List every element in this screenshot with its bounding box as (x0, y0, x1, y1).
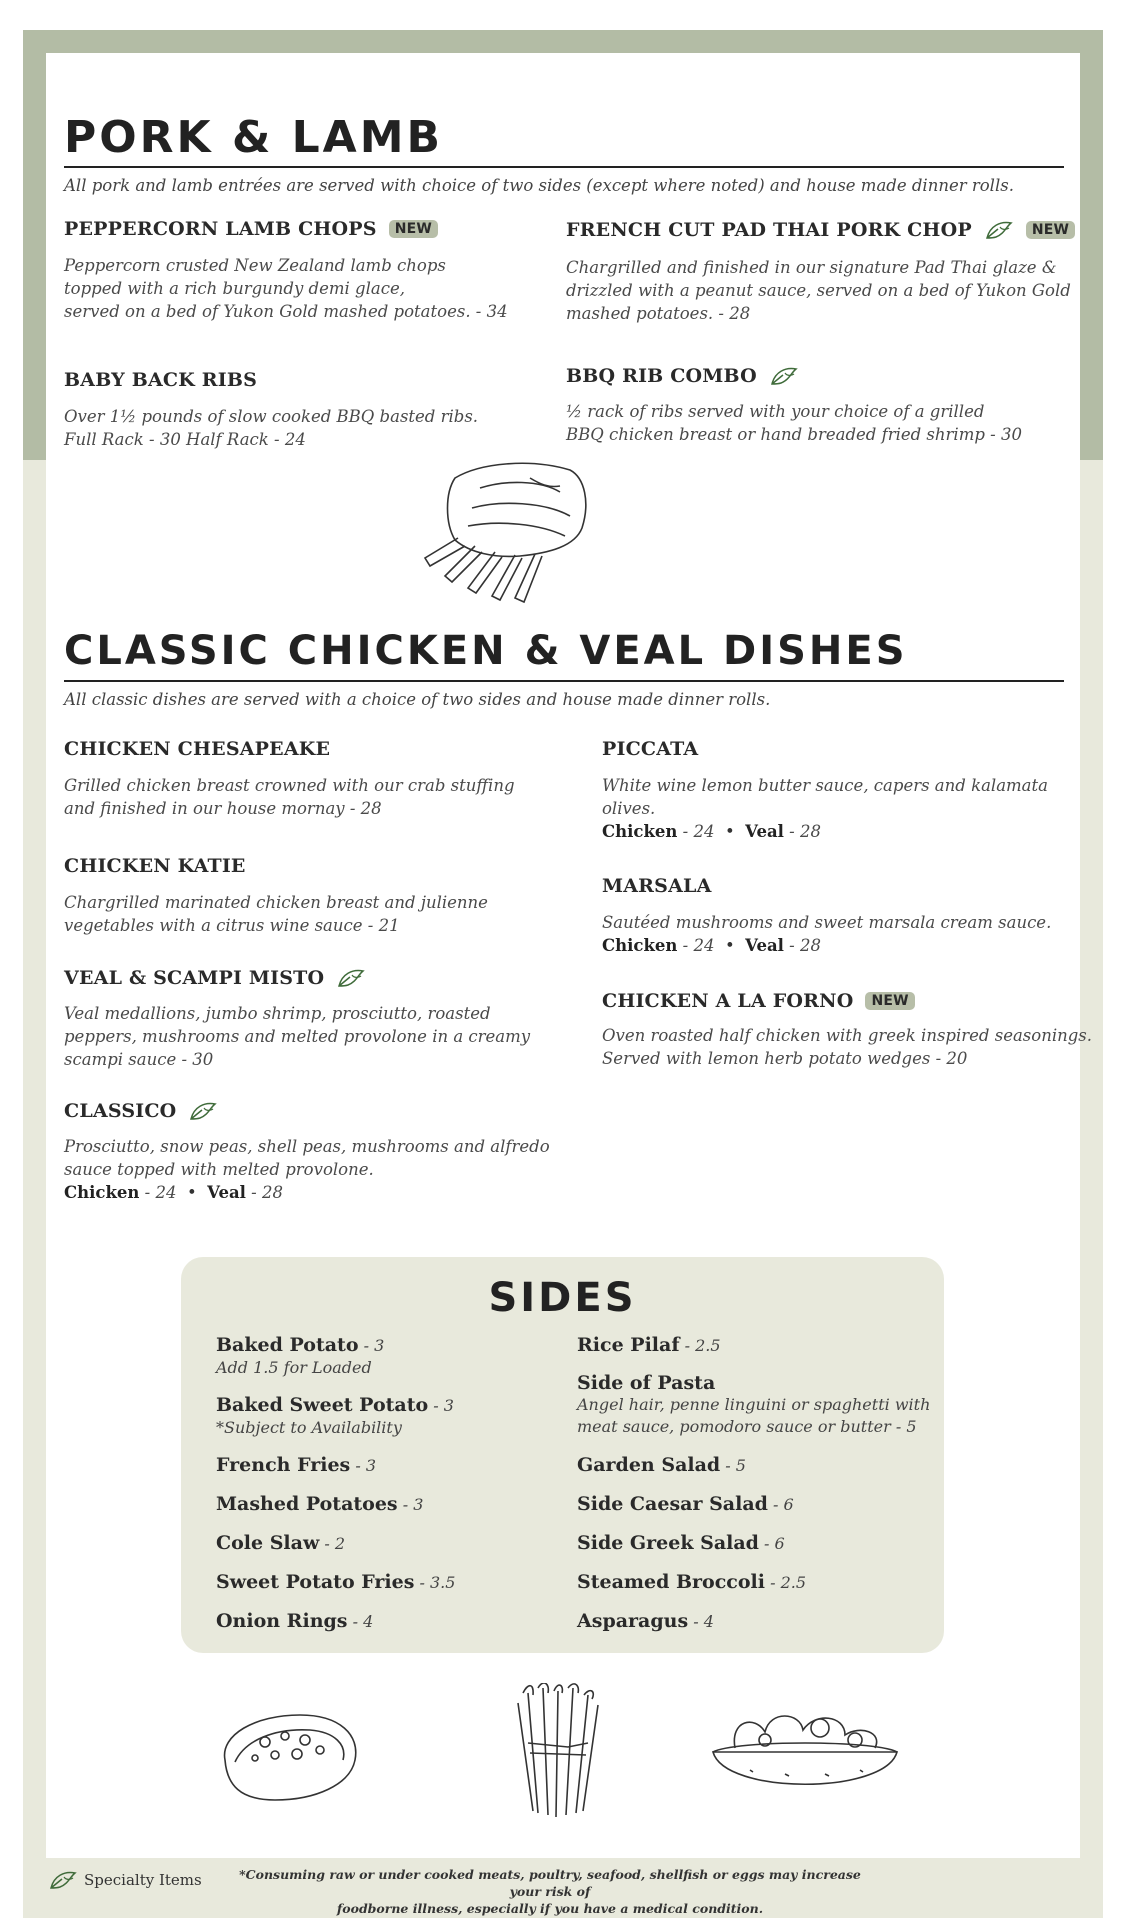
menu-item (566, 364, 1086, 446)
price-line: Chicken - 24 • Veal - 28 (602, 936, 821, 955)
item-desc-line: Chargrilled and finished in our signature Pad Thai glaze & (566, 258, 1057, 277)
disclaimer-line: *Consuming raw or under cooked meats, poultry, seafood, shellfish or eggs may increase your risk of (239, 1867, 861, 1899)
leaf-icon (188, 1099, 218, 1123)
ribs-illustration (410, 458, 600, 608)
leaf-icon (336, 966, 366, 990)
health-disclaimer (230, 1866, 870, 1917)
item-desc-line: Full Rack - 30 Half Rack - 24 (64, 430, 306, 449)
item-desc-line: and finished in our house mornay - 28 (64, 799, 382, 818)
side-item: Mashed Potatoes - 3 (216, 1493, 424, 1515)
item-name: MARSALA (602, 875, 712, 897)
side-item: Asparagus - 4 (577, 1610, 714, 1632)
sides-box (181, 1257, 944, 1653)
item-name: VEAL & SCAMPI MISTO (64, 967, 325, 989)
menu-item (64, 966, 584, 1071)
leaf-icon (769, 364, 799, 388)
item-desc-line: Veal medallions, jumbo shrimp, prosciutto, roasted (64, 1004, 491, 1023)
item-desc-line: scampi sauce - 30 (64, 1050, 214, 1069)
new-badge: NEW (1026, 221, 1075, 239)
menu-item (602, 738, 1082, 843)
item-desc-line: Oven roasted half chicken with greek inspired seasonings. (602, 1026, 1092, 1045)
item-desc-line: Over 1½ pounds of slow cooked BBQ basted ribs. (64, 407, 479, 426)
new-badge: NEW (865, 992, 914, 1010)
menu-item (566, 218, 1086, 325)
item-desc-line: peppers, mushrooms and melted provolone in a creamy (64, 1027, 531, 1046)
item-desc-line: BBQ chicken breast or hand breaded fried shrimp - 30 (566, 425, 1022, 444)
classic-subtitle: All classic dishes are served with a choice of two sides and house made dinner rolls. (64, 690, 771, 709)
side-item: Onion Rings - 4 (216, 1610, 374, 1632)
item-desc-line: served on a bed of Yukon Gold mashed potatoes. - 34 (64, 302, 508, 321)
item-name: PEPPERCORN LAMB CHOPS (64, 218, 377, 240)
pork-lamb-title: PORK & LAMB (64, 112, 1064, 168)
item-desc-line: ½ rack of ribs served with your choice of a grilled (566, 402, 985, 421)
item-desc-line: Chargrilled marinated chicken breast and julienne (64, 893, 488, 912)
salad-illustration (705, 1700, 905, 1805)
item-desc-line: Served with lemon herb potato wedges - 20 (602, 1049, 968, 1068)
side-item: Baked Sweet Potato - 3 *Subject to Availability (216, 1394, 454, 1437)
leaf-icon (984, 218, 1014, 242)
price-line: Chicken - 24 • Veal - 28 (64, 1183, 283, 1202)
side-item: Garden Salad - 5 (577, 1454, 746, 1476)
menu-item (64, 855, 564, 937)
side-item: Sweet Potato Fries - 3.5 (216, 1571, 456, 1593)
menu-item (602, 990, 1102, 1070)
item-name: BBQ RIB COMBO (566, 365, 757, 387)
item-desc-line: mashed potatoes. - 28 (566, 304, 751, 323)
menu-item (64, 369, 534, 451)
item-desc-line: vegetables with a citrus wine sauce - 21 (64, 916, 400, 935)
item-name: CLASSICO (64, 1100, 177, 1122)
side-item: French Fries - 3 (216, 1454, 376, 1476)
item-name: BABY BACK RIBS (64, 369, 258, 391)
leaf-icon (48, 1868, 78, 1892)
item-desc-line: sauce topped with melted provolone. (64, 1160, 374, 1179)
item-desc-line: topped with a rich burgundy demi glace, (64, 279, 405, 298)
item-desc-line: Prosciutto, snow peas, shell peas, mushrooms and alfredo (64, 1137, 550, 1156)
pork-lamb-subtitle: All pork and lamb entrées are served with choice of two sides (except where noted) and house made dinner rolls. (64, 176, 1014, 195)
item-name: CHICKEN A LA FORNO (602, 990, 854, 1012)
side-item: Rice Pilaf - 2.5 (577, 1334, 721, 1356)
item-desc-line: White wine lemon butter sauce, capers and kalamata (602, 776, 1048, 795)
item-desc-line: olives. (602, 799, 656, 818)
new-badge: NEW (389, 220, 438, 238)
item-name: CHICKEN KATIE (64, 855, 246, 877)
disclaimer-line: foodborne illness, especially if you have a medical condition. (336, 1901, 764, 1916)
menu-item (64, 1099, 584, 1204)
item-desc-line: Peppercorn crusted New Zealand lamb chops (64, 256, 446, 275)
item-desc-line: Sautéed mushrooms and sweet marsala cream sauce. (602, 913, 1052, 932)
specialty-legend (48, 1868, 202, 1892)
menu-item (64, 218, 534, 323)
classic-title: CLASSIC CHICKEN & VEAL DISHES (64, 628, 1064, 682)
asparagus-illustration (498, 1683, 618, 1823)
side-item: Steamed Broccoli - 2.5 (577, 1571, 807, 1593)
item-name: PICCATA (602, 738, 699, 760)
loaded-potato-illustration (215, 1700, 365, 1810)
item-desc-line: drizzled with a peanut sauce, served on a bed of Yukon Gold (566, 281, 1071, 300)
menu-item (602, 875, 1082, 957)
menu-item (64, 738, 564, 820)
item-desc-line: Grilled chicken breast crowned with our crab stuffing (64, 776, 515, 795)
side-item: Side of Pasta Angel hair, penne linguini or spaghetti with meat sauce, pomodoro sauce or butter - 5 (577, 1372, 931, 1436)
side-item: Side Greek Salad - 6 (577, 1532, 785, 1554)
side-item: Side Caesar Salad - 6 (577, 1493, 794, 1515)
item-name: FRENCH CUT PAD THAI PORK CHOP (566, 219, 972, 241)
side-item: Baked Potato - 3 Add 1.5 for Loaded (216, 1334, 385, 1377)
price-line: Chicken - 24 • Veal - 28 (602, 822, 821, 841)
item-name: CHICKEN CHESAPEAKE (64, 738, 331, 760)
side-item: Cole Slaw - 2 (216, 1532, 346, 1554)
specialty-label: Specialty Items (84, 1871, 202, 1889)
sides-title: SIDES (488, 1275, 637, 1321)
